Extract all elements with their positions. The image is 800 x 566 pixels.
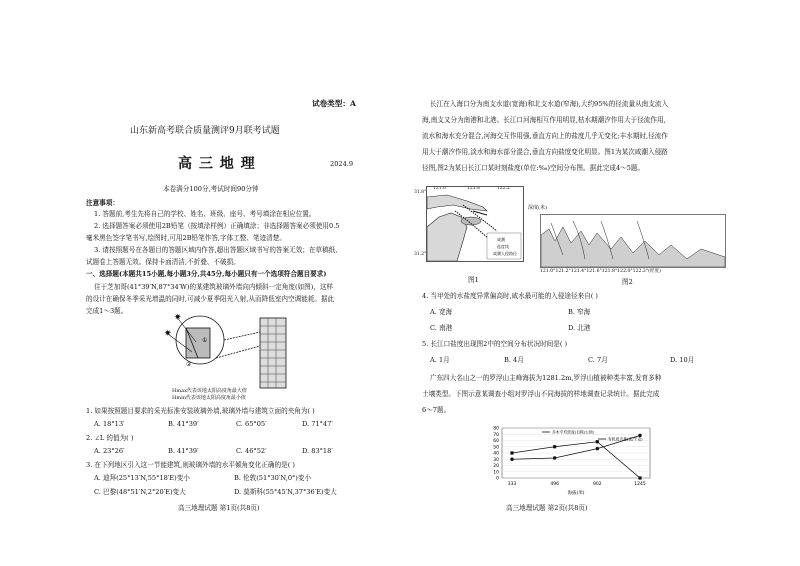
page-2 bbox=[400, 0, 800, 566]
data-point bbox=[596, 447, 599, 450]
river-bed bbox=[541, 227, 725, 267]
question-1-stem: 1. 如果按照题目要求的采光标准安装玻璃外墙,玻璃外墙与建筑立面的夹角为( ) bbox=[86, 407, 315, 415]
notice-line: 3. 请按照题号在各题目的答题区域内作答,超出答题区域书写的答案无效；在草稿纸、 bbox=[94, 246, 342, 254]
stem-line: 完成1～3题。 bbox=[86, 307, 128, 315]
notice-line: 1. 答题前,考生先将自己的学校、姓名、班级、座号、考号填涂在相应位置。 bbox=[94, 210, 316, 218]
legend-label: 有机质含量(克/千克) bbox=[608, 436, 643, 442]
q2-option-d: D. 83°18′ bbox=[302, 447, 333, 455]
section-title: 一、选择题(本题共15小题,每小题3分,共45分,每小题只有一个选项符合题目要求) bbox=[86, 270, 327, 278]
notice-line: 2. 选择题答案必须使用2B铅笔（按填涂样例）正确填涂；非选择题答案必须使用0.5 bbox=[94, 222, 340, 230]
zoom-line bbox=[224, 332, 260, 340]
stem-line: 住于芝加哥(41°39′N,87°34′W)的某建筑玻璃外墙向内倾斜一定角度(如图)，这样 bbox=[94, 283, 334, 291]
para1-line: 长江在入海口分为南支水道(宽海)和北支水道(窄海),大约95%的径流量从南支流入 bbox=[430, 100, 669, 108]
para2-line: 广东四大名山之一的罗浮山主峰海拔为1281.2m,罗浮山植被种类丰富,发育多种 bbox=[430, 374, 662, 382]
series-line-1 bbox=[512, 442, 640, 478]
q4-option-d: D. 北港 bbox=[568, 324, 591, 332]
notice-line: 试题卷上答题无效。保持卡面清洁,不折叠、不破损。 bbox=[86, 258, 240, 266]
y-tick-label: 0 bbox=[496, 476, 499, 482]
lat-label: 31.8° bbox=[414, 190, 427, 195]
page-footer: 高三地理试题 第2页(共8页) bbox=[506, 504, 588, 512]
para1-line: 流水和海水充分混合,河海交互作用强,垂直方向上的盐度几乎无变化;丰水期时,径流作 bbox=[422, 132, 668, 140]
sun-symbol: ✷ bbox=[174, 313, 182, 323]
data-point bbox=[510, 458, 513, 461]
legend-item: 咸潮 bbox=[497, 237, 505, 242]
data-point bbox=[596, 440, 599, 443]
fig-caption: Hmax代表该地太阳高度角最大值 bbox=[172, 388, 247, 394]
stem-line: 的设计在确保冬季采光增温的同时,可减少夏季阳光入射,从而降低室内空调能耗。据此 bbox=[86, 295, 335, 303]
q3-option-a: A. 迪拜(25°13′N,55°18′E)变小 bbox=[94, 474, 190, 482]
notice-line: 毫米黑色签字笔书写,绘图时,可用2B铅笔作答,字体工整、笔迹清楚。 bbox=[86, 234, 286, 242]
y-tick-label: 30 bbox=[493, 457, 499, 463]
q5-option-d: D. 10月 bbox=[670, 356, 695, 364]
y-tick-label: 40 bbox=[493, 451, 499, 457]
legend-label: 乔木平均密度(百株/公顷) bbox=[552, 429, 595, 435]
q1-option-c: C. 65°05′ bbox=[236, 420, 267, 428]
x-tick-label: 1245 bbox=[634, 482, 646, 487]
para1-line: 用大于潮汐作用,淡水和海水部分混合,垂直方向盐度变化明显。图1为某次咸潮入侵路 bbox=[422, 148, 668, 156]
data-point bbox=[553, 445, 556, 448]
fig2-xlabel: 121.0°121.2°121.4°121.6°121.8°122.0°122.2°(经度) bbox=[540, 269, 661, 274]
data-point bbox=[638, 476, 641, 479]
fig-caption: Hmin代表该地太阳高度角最小值 bbox=[172, 395, 246, 401]
x-tick-label: 902 bbox=[593, 482, 602, 487]
question-2-stem: 2. ∠L 的值为( ) bbox=[86, 434, 134, 442]
question-5-stem: 5. 长江口盐度出现图2中的空间分布状况时间是( ) bbox=[422, 340, 568, 348]
question-3-stem: 3. 在下列地区引入这一节能建筑,则玻璃外墙的水平倾角变化正确的是( ) bbox=[86, 461, 295, 469]
lon-label: 122.2° bbox=[497, 186, 513, 191]
exam-header: 山东新高考联合质量测评9月联考试题 bbox=[130, 126, 280, 136]
page-footer: 高三地理试题 第1页(共8页) bbox=[178, 504, 260, 512]
lat-label: 31.2° bbox=[414, 252, 427, 257]
q1-option-b: B. 41°39′ bbox=[168, 420, 199, 428]
para1-line: 径图,图2为某日长江口某时刻盐度(单位:‰)空间分布图。据此完成4～5题。 bbox=[422, 164, 645, 172]
figure-2-caption: 图2 bbox=[622, 278, 633, 286]
data-point bbox=[510, 451, 513, 454]
building-facade bbox=[260, 318, 286, 388]
q4-option-a: A. 宽海 bbox=[430, 308, 453, 316]
x-axis-label: 海拔(米) bbox=[567, 491, 585, 496]
q5-option-c: C. 7月 bbox=[588, 356, 608, 364]
x-tick-label: 333 bbox=[507, 482, 517, 487]
figure-2-section bbox=[540, 214, 726, 268]
q1-option-d: D. 71°47′ bbox=[302, 420, 333, 428]
q4-option-c: C. 南港 bbox=[430, 324, 453, 332]
y-tick-label: 10 bbox=[493, 470, 499, 476]
q5-option-b: B. 4月 bbox=[504, 356, 524, 364]
legend-item: 咸潮入侵路径 bbox=[493, 251, 517, 256]
lon-label: 121.8° bbox=[467, 186, 483, 191]
land-north bbox=[427, 195, 487, 211]
question-4-stem: 4. 当甲处的水盐度异常偏高时,咸水最可能的入侵途径来自( ) bbox=[422, 292, 598, 300]
figure-1-map bbox=[426, 186, 524, 262]
lon-label: 121.0° bbox=[433, 186, 449, 191]
para2-line: 土壤类型。下图示意某调查小组对罗浮山不同海拔的样地调查记录统计。据此完成 bbox=[422, 390, 660, 398]
notice-title: 注意事项： bbox=[86, 199, 119, 207]
building-figure bbox=[162, 312, 290, 398]
q2-option-b: B. 41°39′ bbox=[168, 447, 199, 455]
y-tick-label: 20 bbox=[493, 464, 499, 469]
score-note: 本卷满分100分,考试时间90分钟 bbox=[163, 185, 259, 193]
data-point bbox=[553, 456, 556, 459]
altitude-chart bbox=[480, 422, 660, 498]
q2-option-c: C. 46°52′ bbox=[236, 447, 267, 455]
q1-option-a: A. 18°13′ bbox=[94, 420, 125, 428]
fig2-ylabel: 深度(米) bbox=[528, 205, 547, 211]
y-tick-label: 70 bbox=[493, 432, 499, 438]
y-tick-label: 50 bbox=[493, 445, 499, 451]
q3-option-b: B. 伦敦(51°30′N,0°)变小 bbox=[234, 474, 312, 482]
para2-line: 6～7题。 bbox=[422, 406, 451, 414]
sun-symbol: ✷ bbox=[164, 329, 172, 339]
exam-type: 试卷类型：A bbox=[312, 99, 356, 108]
para1-line: 海,南支又分为南港和北港。长江口河海相互作用明显,枯水期潮汐作用大于径流作用, bbox=[422, 116, 666, 124]
x-tick-label: 496 bbox=[550, 482, 559, 487]
q3-option-d: D. 莫斯科(55°45′N,37°36′E)变大 bbox=[234, 488, 337, 496]
fig-label-2: ② bbox=[186, 361, 192, 368]
q5-option-a: A. 1月 bbox=[430, 356, 450, 364]
q2-option-a: A. 23°26′ bbox=[94, 447, 125, 455]
q4-option-b: B. 窄海 bbox=[568, 308, 591, 316]
exam-date: 2024.9 bbox=[330, 160, 354, 168]
figure-1-caption: 图1 bbox=[468, 276, 479, 284]
y-tick-label: 80 bbox=[493, 426, 499, 432]
y-tick-label: 60 bbox=[493, 439, 499, 444]
q3-option-c: C. 巴黎(48°51′N,2°20′E)变大 bbox=[94, 488, 186, 496]
subject-title: 高 三 地 理 bbox=[178, 156, 256, 172]
legend-item: 盐度线 bbox=[497, 244, 509, 249]
fig-label-1: ① bbox=[202, 337, 208, 344]
